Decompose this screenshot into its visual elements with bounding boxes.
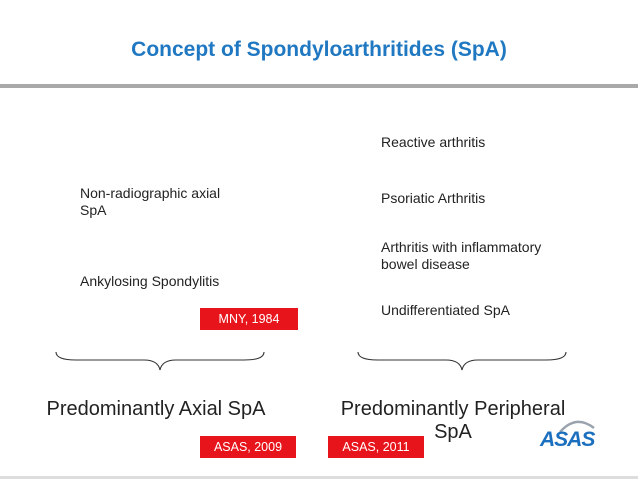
peripheral-item-reactive: Reactive arthritis — [381, 134, 486, 150]
axial-brace — [54, 350, 266, 372]
title-divider — [0, 84, 638, 88]
peripheral-item-ibd: Arthritis with inflammatory bowel disease — [381, 239, 542, 272]
peripheral-heading: Predominantly Peripheral SpA — [340, 398, 566, 443]
peripheral-item-undifferentiated: Undifferentiated SpA — [381, 302, 510, 318]
asas-logo: ASAS — [540, 428, 595, 451]
peripheral-brace — [356, 350, 568, 372]
tag-mny-1984: MNY, 1984 — [200, 308, 298, 330]
tag-asas-2009: ASAS, 2009 — [200, 436, 296, 458]
page-title: Concept of Spondyloarthritides (SpA) — [131, 38, 507, 61]
tag-asas-2011: ASAS, 2011 — [328, 436, 424, 458]
axial-item-nonradiographic: Non-radiographic axial SpA — [80, 185, 221, 218]
axial-heading: Predominantly Axial SpA — [46, 398, 266, 420]
axial-item-ankylosing: Ankylosing Spondylitis — [80, 273, 220, 289]
peripheral-item-psoriatic: Psoriatic Arthritis — [381, 190, 486, 206]
